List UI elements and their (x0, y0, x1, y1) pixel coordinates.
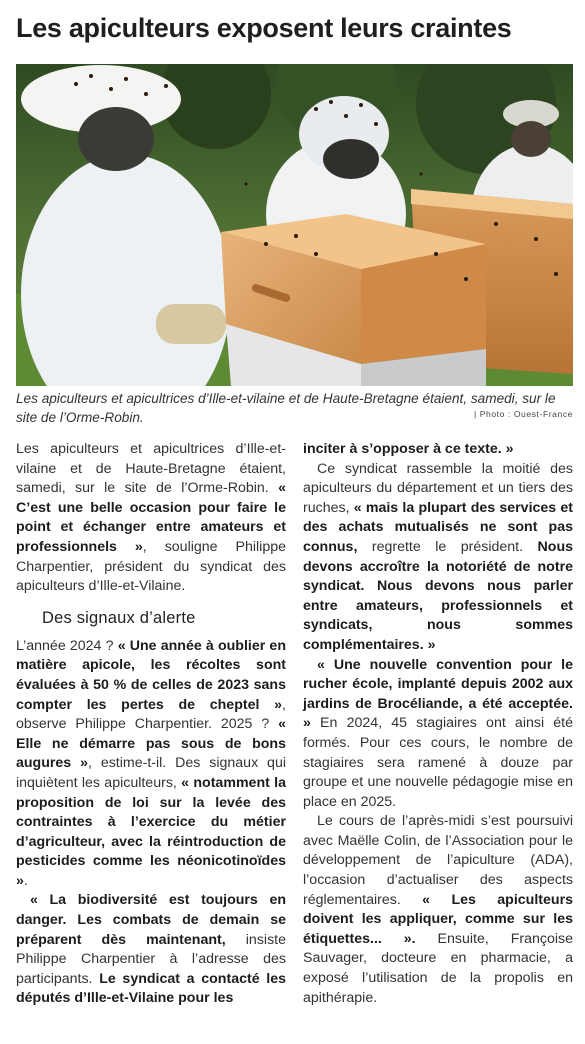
paragraph: Le cours de l’après-midi s’est poursuivi avec Maëlle Colin, de l’Association pour le développement de l’apiculture (ADA), l’occasion d’actualiser des aspects réglementaires. « Les apiculteurs doivent les appliquer, comme sur les étiquettes... ». Ensuite, Françoise Sauvager, docteure en pharmacie, a exposé l’utilisation de la propolis en apithérapie. (303, 813, 573, 1006)
paragraph: « Une nouvelle convention pour le rucher école, implanté depuis 2002 aux jardins de Brocéliande, a été acceptée. » En 2024, 45 stagiaires ont ainsi été formés. Pour ces cours, le nombre de stagiaires sera ramené à douze par groupe et une nouvelle pédagogie mise en place en 2025. (303, 656, 573, 810)
photo-credit: | Photo : Ouest-France (473, 409, 573, 419)
paragraph: inciter à s’opposer à ce texte. » (303, 441, 514, 457)
beekeepers-photo (16, 64, 573, 386)
photo-caption: Les apiculteurs et apicultrices d’Ille-et-vilaine et de Haute-Bretagne étaient, samedi, sur le site de l’Orme-Robin. (16, 391, 556, 425)
paragraph: « La biodiversité est toujours en danger. Les combats de demain se préparent dès maintenant, insiste Philippe Charpentier à l’adresse des participants. Le syndicat a contacté les députés d’Ille-et-Vilaine pour les (16, 892, 287, 1007)
paragraph: Ce syndicat rassemble la moitié des apiculteurs du département et un tiers des ruches, « mais la plupart des services et des achats mutualisés ne sont pas connus, regrette le président. Nous devons accroître la notoriété de notre syndicat. Nous devons nous parler entre amateurs, professionnels et syndicats, nous sommes complémentaires. » (303, 460, 574, 653)
article-subheading: Des signaux d’alerte (42, 608, 196, 627)
article-column-left (16, 440, 286, 1009)
article-headline: Les apiculteurs exposent leurs craintes (16, 13, 512, 43)
article-column-right (303, 440, 573, 1008)
paragraph: Les apiculteurs et apicultrices d’Ille-et-vilaine et de Haute-Bretagne étaient, samedi, sur le site de l’Orme-Robin. « C’est une belle occasion pour faire le point et échanger entre amateurs et professionnels », souligne Philippe Charpentier, président du syndicat des apiculteurs d’Ille-et-Vilaine. (16, 441, 286, 595)
paragraph: L’année 2024 ? « Une année à oublier en matière apicole, les récoltes sont évaluées à 50 % de celles de 2023 sans compter les pertes de cheptel », observe Philippe Charpentier. 2025 ? « Elle ne démarre pas sous de bons augures », estime-t-il. Des signaux qui inquiètent les apiculteurs, « notamment la proposition de loi sur la levée des contraintes à l’exercice du métier d’agriculteur, avec la réintroduction de pesticides comme les néonicotinoïdes ». (16, 637, 286, 889)
article-photo (16, 64, 573, 386)
